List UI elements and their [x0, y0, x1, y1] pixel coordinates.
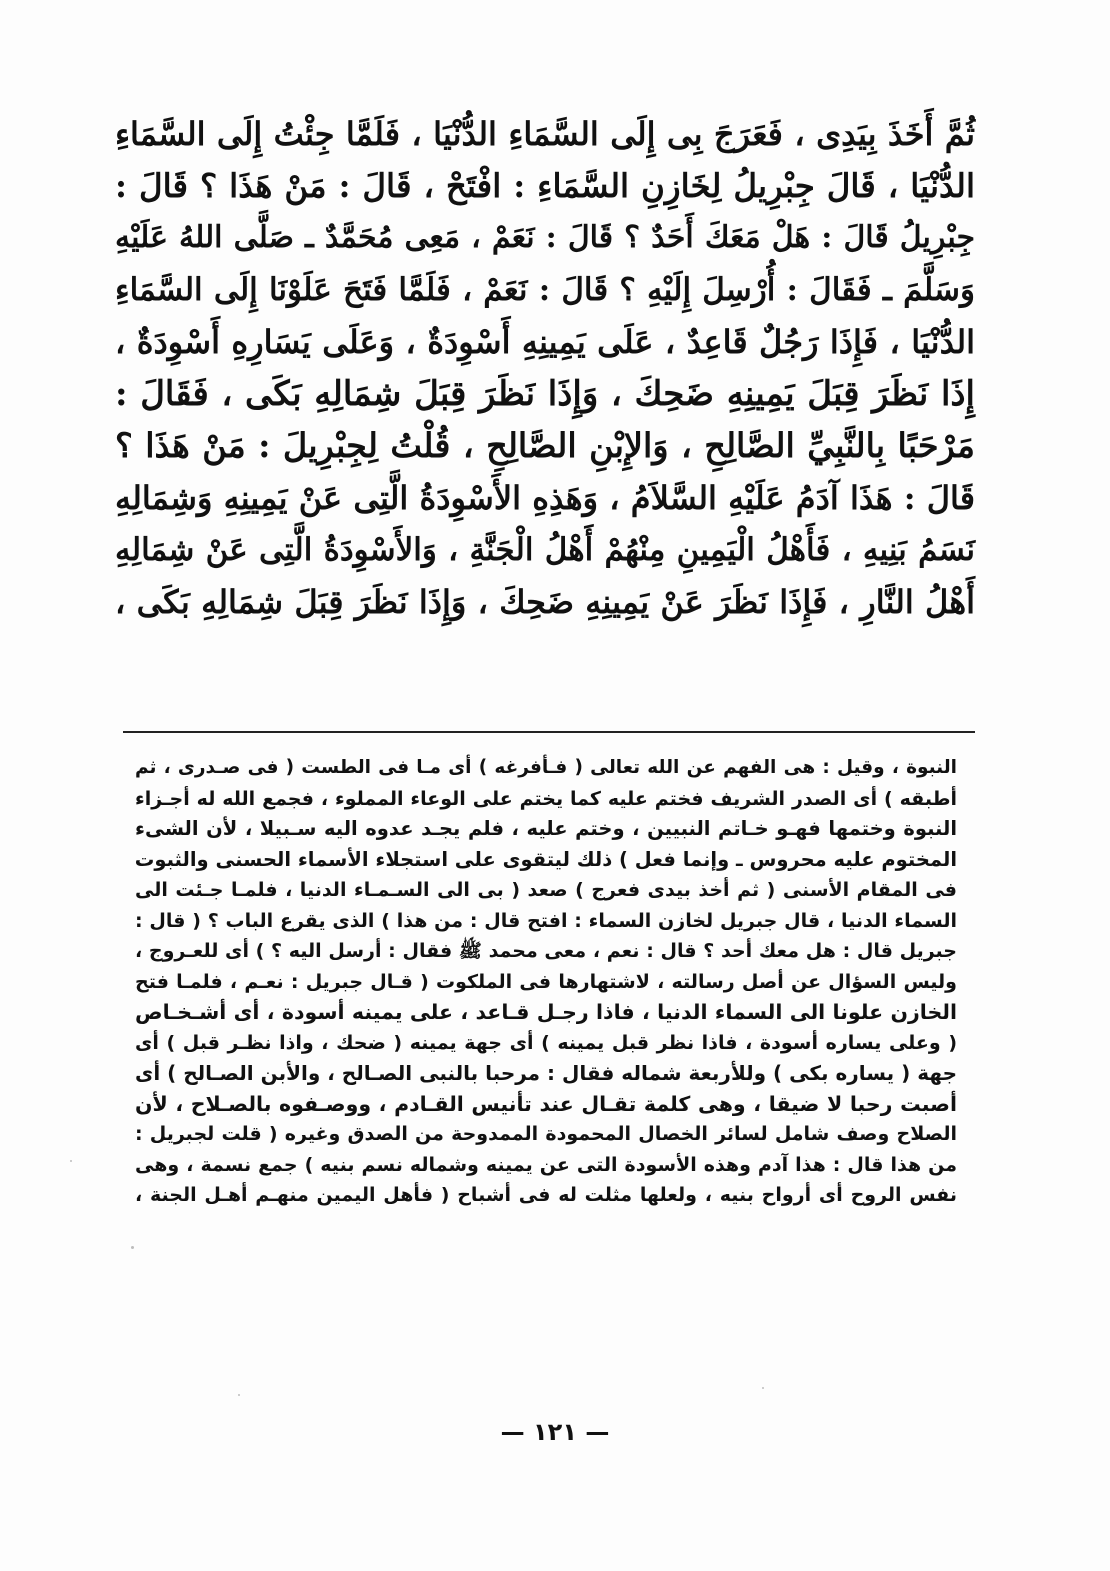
page-number: — ١٢١ —	[500, 1418, 610, 1446]
commentary-line: فى المقام الأسنى ( ثم أخذ بيدى فعرج ) صعد ( بى الى السـمـاء الدنيا ، فلمـا جـئت الى	[135, 879, 957, 901]
main-text-line: جِبْرِيلُ قَالَ : هَلْ مَعَكَ أَحَدٌ ؟ قَالَ : نَعَمْ ، مَعِى مُحَمَّدٌ ـ صَلَّى اللهُ عَلَيْهِ	[115, 220, 975, 255]
commentary-line: جهة ( يساره بكى ) وللأربعة شماله فقال : مرحبا بالنبى الصـالح ، والأبن الصـالح ) أى	[135, 1061, 957, 1085]
commentary-line: أصبت رحبا لا ضيقا ، وهى كلمة تقـال عند تأنيس القـادم ، ووصـفوه بالصـلاح ، لأن	[135, 1091, 957, 1116]
main-text-line: الدُّنْيَا ، قَالَ جِبْرِيلُ لِخَازِنِ السَّمَاءِ : افْتَحْ ، قَالَ : مَنْ هَذَا ؟ قَالَ :	[115, 166, 975, 205]
main-text-line: ثُمَّ أَخَذَ بِيَدِى ، فَعَرَجَ بِى إِلَى السَّمَاءِ الدُّنْيَا ، فَلَمَّا جِئْتُ إِلَى السَّمَاءِ	[115, 115, 976, 153]
main-text-line: مَرْحَبًا بِالنَّبِيِّ الصَّالِحِ ، وَالإِبْنِ الصَّالِحِ ، قُلْتُ لِجِبْرِيلَ : مَنْ هَذَا ؟	[115, 426, 975, 465]
commentary-line: الصلاح وصف شامل لسائر الخصال المحمودة الممدوحة من الصدق وغيره ( قلت لجبريل :	[135, 1123, 957, 1145]
commentary-line: من هذا قال : هذا آدم وهذه الأسودة التى عن يمينه وشماله نسم بنيه ) جمع نسمة ، وهى	[135, 1153, 957, 1176]
main-text-line: وَسَلَّمَ ـ فَقَالَ : أُرْسِلَ إِلَيْهِ ؟ قَالَ : نَعَمْ ، فَلَمَّا فَتَحَ عَلَوْنَا إِلَى السَّمَاءِ	[115, 272, 975, 308]
commentary-block	[135, 753, 957, 1211]
commentary-line: السماء الدنيا ، قال جبريل لخازن السماء : افتح قال : من هذا ) الذى يقرع الباب ؟ ( قال :	[135, 909, 957, 932]
main-text-line: نَسَمُ بَنِيهِ ، فَأَهْلُ الْيَمِينِ مِنْهُمْ أَهْلُ الْجَنَّةِ ، وَالأَسْوِدَةُ الَّتِى عَنْ شِمَالِهِ	[115, 532, 975, 568]
commentary-line: ( وعلى يساره أسودة ، فاذا نظر قبل يمينه ) أى جهة يمينه ( ضحك ، واذا نظـر قبل ) أى	[135, 1031, 957, 1054]
scan-speck	[238, 1394, 240, 1396]
scan-speck	[70, 1160, 72, 1162]
main-text-line: إِذَا نَظَرَ قِبَلَ يَمِينِهِ ضَحِكَ ، وَإِذَا نَظَرَ قِبَلَ شِمَالِهِ بَكَى ، فَقَالَ :	[115, 374, 975, 414]
main-text-block	[115, 108, 975, 628]
commentary-line: جبريل قال : هل معك أحد ؟ قال : نعم ، معى محمد ﷺ فقال : أرسل اليه ؟ ) أى للعـروج ،	[135, 940, 957, 962]
commentary-line: النبوة وختمها فهـو خـاتم النبيين ، وختم عليه ، فلم يجـد عدوه اليه سـبيلا ، لأن الشىء	[135, 817, 957, 840]
scan-speck	[762, 1387, 764, 1389]
main-text-line: الدُّنْيَا ، فَإِذَا رَجُلٌ قَاعِدٌ ، عَلَى يَمِينِهِ أَسْوِدَةٌ ، وَعَلَى يَسَارِهِ أَسْوِدَةٌ ،	[115, 323, 975, 361]
main-text-line: أَهْلُ النَّارِ ، فَإِذَا نَظَرَ عَنْ يَمِينِهِ ضَحِكَ ، وَإِذَا نَظَرَ قِبَلَ شِمَالِهِ بَكَى ،	[115, 583, 975, 621]
commentary-line: أطبقه ) أى الصدر الشريف فختم عليه كما يختم على الوعاء المملوء ، فجمع الله له أجـزاء	[135, 787, 957, 810]
commentary-line: وليس السؤال عن أصل رسالته ، لاشتهارها فى الملكوت ( قـال جبريل : نعـم ، فلمـا فتح	[135, 970, 957, 993]
section-divider	[123, 731, 975, 733]
main-text-line: قَالَ : هَذَا آدَمُ عَلَيْهِ السَّلاَمُ ، وَهَذِهِ الأَسْوِدَةُ الَّتِى عَنْ يَمِينِهِ وَشِمَالِهِ	[115, 479, 975, 517]
commentary-line: النبوة ، وقيل : هى الفهم عن الله تعالى ( فـأفرغه ) أى مـا فى الطست ( فى صـدرى ، ثم	[135, 757, 957, 778]
commentary-line: الخازن علونا الى السماء الدنيا ، فاذا رجـل قـاعد ، على يمينه أسودة ، أى أشـخـاص	[135, 1000, 957, 1024]
commentary-line: المختوم عليه محروس ـ وإنما فعل ) ذلك ليتقوى على استجلاء الأسماء الحسنى والثبوت	[135, 847, 957, 871]
scan-speck	[131, 1246, 134, 1249]
commentary-line: نفس الروح أى أرواح بنيه ، ولعلها مثلت له فى أشباح ( فأهل اليمين منهـم أهـل الجنة ،	[135, 1184, 957, 1206]
